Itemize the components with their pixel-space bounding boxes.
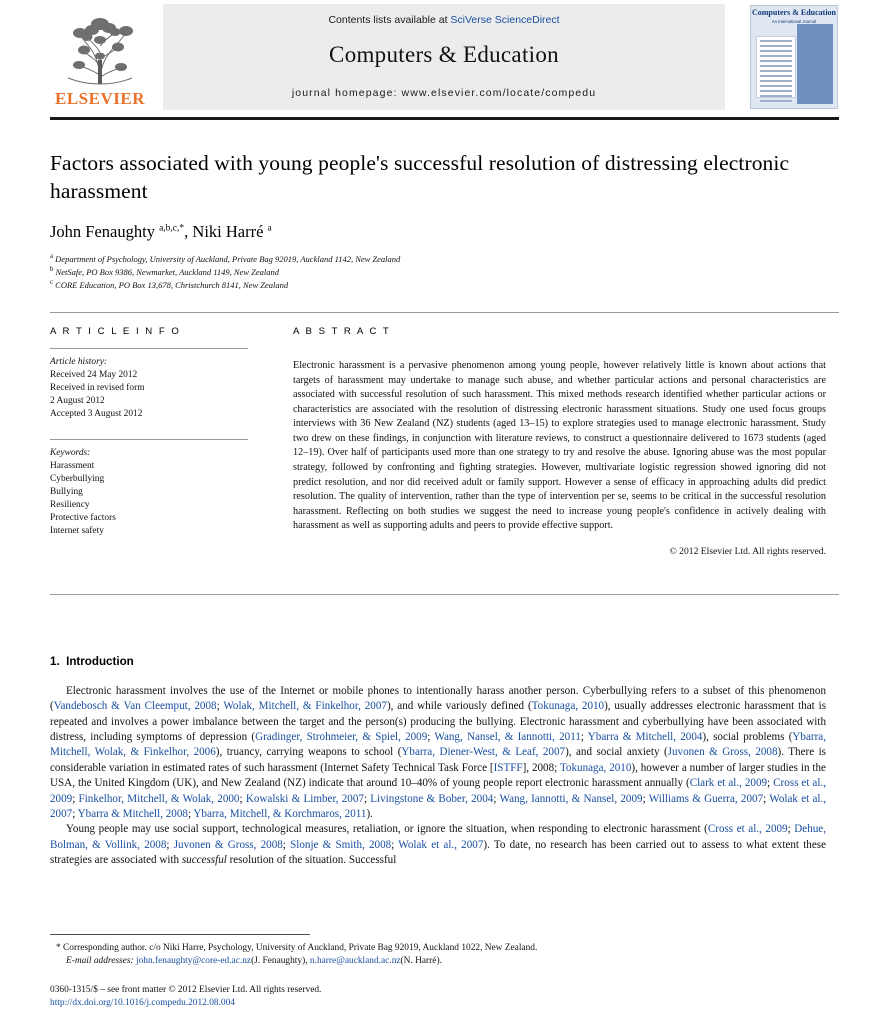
citation-link[interactable]: Vandebosch & Van Cleemput, 2008 xyxy=(53,700,217,713)
article-info-column xyxy=(50,326,248,538)
text-run: ), truancy, carrying weapons to school ( xyxy=(215,746,402,759)
citation-link[interactable]: Wolak et al., 2007 xyxy=(50,792,827,820)
citation-link[interactable]: Juvonen & Gross, 2008 xyxy=(667,746,778,759)
affiliation-c: $^c$ CORE Education, PO Box 13,678, Christchurch 8141, New Zealand xyxy=(50,278,289,290)
elsevier-logo xyxy=(50,4,150,110)
citation-link[interactable]: Wolak et al., 2007 xyxy=(398,838,484,851)
citation-link[interactable]: Ybarra, Diener-West, & Leaf, 2007 xyxy=(401,746,566,759)
text-run: Electronic harassment involves the use of the Internet or mobile phones to intentionally harass another person. Cyberbullying refers to a subset of this phenomenon ( xyxy=(50,685,826,713)
text-run: ), and social anxiety ( xyxy=(565,746,668,759)
infobox-top-rule xyxy=(50,312,839,313)
history-item: Accepted 3 August 2012 xyxy=(50,408,143,419)
contents-prefix: Contents lists available at xyxy=(328,14,451,26)
text-run: ), however a number of larger studies in the USA, the United Kingdom (UK), and New Zealand (NZ) indicate that around 10–40% of young people report electronic harassment annually ( xyxy=(50,761,826,790)
text-run: ; xyxy=(72,792,79,805)
body-text xyxy=(50,684,826,868)
citation-link[interactable]: Tokunaga, 2010 xyxy=(531,700,605,713)
sciencedirect-link[interactable]: SciVerse ScienceDirect xyxy=(450,14,560,26)
citation-link[interactable]: Ybarra & Mitchell, 2004 xyxy=(587,731,703,744)
text-run: ; xyxy=(216,700,224,713)
author-list: John Fenaughty $^{a,b,c,*}$, Niki Harré $^a$ xyxy=(50,222,272,241)
section-number: 1. xyxy=(50,655,60,668)
infobox-bottom-rule xyxy=(50,594,839,595)
citation-link[interactable]: Ybarra, Mitchell, & Korchmaros, 2011 xyxy=(193,807,367,820)
section-title: Introduction xyxy=(66,655,134,668)
keyword-item: Protective factors xyxy=(50,512,116,523)
text-run: ; xyxy=(72,807,78,820)
citation-link[interactable]: Finkelhor, Mitchell, & Wolak, 2000 xyxy=(78,792,240,805)
citation-link[interactable]: ISTFF xyxy=(493,761,523,774)
affiliation-b: $^b$ NetSafe, PO Box 9386, Newmarket, Auckland 1149, New Zealand xyxy=(50,265,280,277)
email-label: E-mail addresses: xyxy=(66,956,134,967)
citation-link[interactable]: Juvonen & Gross, 2008 xyxy=(173,838,283,851)
text-run: ; xyxy=(642,792,649,805)
citation-link[interactable]: Ybarra, Mitchell, Wolak, & Finkelhor, 2006 xyxy=(50,731,826,759)
journal-cover-thumbnail xyxy=(750,5,838,109)
abstract-copyright: © 2012 Elsevier Ltd. All rights reserved. xyxy=(669,545,826,557)
citation-link[interactable]: Dehue, Bolman, & Vollink, 2008 xyxy=(50,823,827,851)
info-divider-1 xyxy=(50,348,248,349)
citation-link[interactable]: Clark et al., 2009 xyxy=(689,777,768,790)
citation-link[interactable]: Wang, Iannotti, & Nansel, 2009 xyxy=(499,792,643,805)
cover-color-block xyxy=(797,24,833,104)
citation-link[interactable]: Wolak, Mitchell, & Finkelhor, 2007 xyxy=(223,700,387,713)
keyword-item: Harassment xyxy=(50,460,95,471)
article-info-heading: A R T I C L E I N F O xyxy=(50,326,181,337)
footnote-block xyxy=(50,942,690,969)
text-run: ; xyxy=(187,807,194,820)
text-run: ], 2008; xyxy=(522,761,560,774)
elsevier-wordmark: ELSEVIER xyxy=(55,89,145,108)
masthead-divider xyxy=(50,117,839,120)
text-run: ), and while variously defined ( xyxy=(386,700,532,713)
journal-title: Computers & Education xyxy=(329,42,559,67)
doi-link[interactable]: http://dx.doi.org/10.1016/j.compedu.2012.08.004 xyxy=(50,998,235,1008)
affiliation-a: $^a$ Department of Psychology, University of Auckland, Private Bag 92019, Auckland 1142, New Zealand xyxy=(50,253,401,264)
text-run: ). xyxy=(366,807,373,820)
citation-link[interactable]: Ybarra & Mitchell, 2008 xyxy=(77,807,188,820)
citation-link[interactable]: Wang, Nansel, & Iannotti, 2011 xyxy=(434,731,581,744)
elsevier-tree-icon xyxy=(54,4,146,88)
keyword-item: Cyberbullying xyxy=(50,473,105,484)
text-run: Young people may use social support, technological measures, retaliation, or ignore the situation, when responding to electronic harassment ( xyxy=(66,823,708,836)
citation-link[interactable]: Gradinger, Strohmeier, & Spiel, 2009 xyxy=(255,731,428,744)
text-run: ; xyxy=(767,777,774,790)
text-run: ; xyxy=(391,838,399,851)
text-run: ; xyxy=(363,792,371,805)
journal-band xyxy=(163,4,725,110)
text-run: ), usually addresses electronic harassment that is repeated and involves a power imbalance between the target and the person(s) producing the bullying. Electronic harassment and cyberbullying have been associated with distress, including symptoms of depression ( xyxy=(50,700,827,744)
email-name-2: (N. Harré). xyxy=(400,956,442,967)
citation-link[interactable]: Livingstone & Bober, 2004 xyxy=(370,792,494,805)
text-run: resolution of the situation. Successful xyxy=(226,853,397,866)
paragraph-1 xyxy=(50,684,826,822)
cover-subtitle: An International Journal xyxy=(771,19,817,25)
text-run: ; xyxy=(166,838,174,851)
info-divider-2 xyxy=(50,439,248,440)
section-heading-introduction xyxy=(50,655,134,668)
page-title: Factors associated with young people's successful resolution of distressing electronic harassment xyxy=(50,151,790,203)
doi-line xyxy=(50,998,235,1008)
text-run: ; xyxy=(787,823,795,836)
text-run: ). There is considerable variation in estimated rates of such harassment (Internet Safety Technical Task Force [ xyxy=(50,746,826,774)
history-item: 2 August 2012 xyxy=(50,395,105,406)
citation-link[interactable]: Tokunaga, 2010 xyxy=(559,761,632,774)
issn-copyright-line: 0360-1315/$ – see front matter © 2012 Elsevier Ltd. All rights reserved. xyxy=(50,985,322,995)
journal-masthead xyxy=(50,4,839,110)
history-item: Received in revised form xyxy=(50,382,145,393)
article-history-label: Article history: xyxy=(50,357,108,367)
abstract-column xyxy=(293,326,826,557)
keyword-item: Resiliency xyxy=(50,499,90,510)
email-note: E-mail addresses: john.fenaughty@core-ed.ac.nz(J. Fenaughty), n.harre@auckland.ac.nz(N. Harré). xyxy=(66,956,442,967)
text-run: ). To date, no research has been carried out to assess to what extent these strategies are associated with xyxy=(50,838,826,866)
text-run: ; xyxy=(763,792,770,805)
cover-title: Computers & Education xyxy=(751,8,836,17)
email-name-1: (J. Fenaughty) xyxy=(251,956,306,967)
text-run: ; xyxy=(427,731,435,744)
corresponding-author-note xyxy=(50,942,690,955)
text-run: ; xyxy=(282,838,291,851)
email-link-1[interactable]: john.fenaughty@core-ed.ac.nz xyxy=(135,956,252,967)
abstract-text: Electronic harassment is a pervasive phenomenon among young people, however relatively little is known about actions that targets of harassment may undertake to manage such abuse, and whether particular actions and personal characteristics are associated with successful resolution of such harassment. This mixed methods research identified whether particular actions or characteristics are associated with the resolution of distressing electronic harassment situations. Study one used focus groups interviews with 36 New Zealand (NZ) students (aged 13–15) to explore strategies used to manage electronic harassment. Study two drew on these findings, in conjunction with literature reviews, to construct a questionnaire delivered to 1673 students (aged 12–19). Over half of participants used more than one strategy to try and resolve the abuse. Ignoring abuse was the most popular strategy, followed by confronting and fighting strategies. However, multivariate logistic regression showed ignoring did not predict resolution, and nor did received adult or family support. However a sense of efficacy in approaching adults did predict resolution. The quality of intervention, rather than the type of intervention per se, seems to be critical in the successful resolution harassment. Reflecting on both studies we suggest the need to increase young people's confidence in actively dealing with harassment as well as supporting adults and peers to provide effective support. xyxy=(293,360,826,532)
journal-homepage: journal homepage: www.elsevier.com/locate/compedu xyxy=(291,87,597,99)
contents-line xyxy=(163,4,725,26)
corresponding-marker: * xyxy=(56,943,61,953)
citation-link[interactable]: Cross et al., 2009 xyxy=(50,777,826,805)
history-item: Received 24 May 2012 xyxy=(50,370,138,380)
text-run: ; xyxy=(239,792,246,805)
paragraph-2 xyxy=(50,822,826,868)
keywords-label: Keywords: xyxy=(50,447,91,458)
emphasis-text: successful xyxy=(181,853,227,866)
text-run: ; xyxy=(580,731,588,744)
email-link-2[interactable]: n.harre@auckland.ac.nz xyxy=(309,956,401,967)
footnote-divider xyxy=(50,934,310,935)
text-run: ), social problems ( xyxy=(702,731,793,744)
citation-link[interactable]: Cross et al., 2009 xyxy=(707,823,788,836)
citation-link[interactable]: Williams & Guerra, 2007 xyxy=(648,792,764,805)
keyword-item: Internet safety xyxy=(50,525,104,536)
citation-link[interactable]: Slonje & Smith, 2008 xyxy=(290,838,392,851)
affiliations xyxy=(50,252,650,291)
text-run: ; xyxy=(493,792,500,805)
corresponding-text: Corresponding author. c/o Niki Harre, Psychology, University of Auckland, Private Bag 92019, Auckland 1022, New Zealand. xyxy=(63,943,538,953)
keyword-item: Bullying xyxy=(50,486,83,497)
cover-lines-graphic xyxy=(756,36,796,98)
citation-link[interactable]: Kowalski & Limber, 2007 xyxy=(245,792,364,805)
abstract-heading: A B S T R A C T xyxy=(293,326,391,337)
